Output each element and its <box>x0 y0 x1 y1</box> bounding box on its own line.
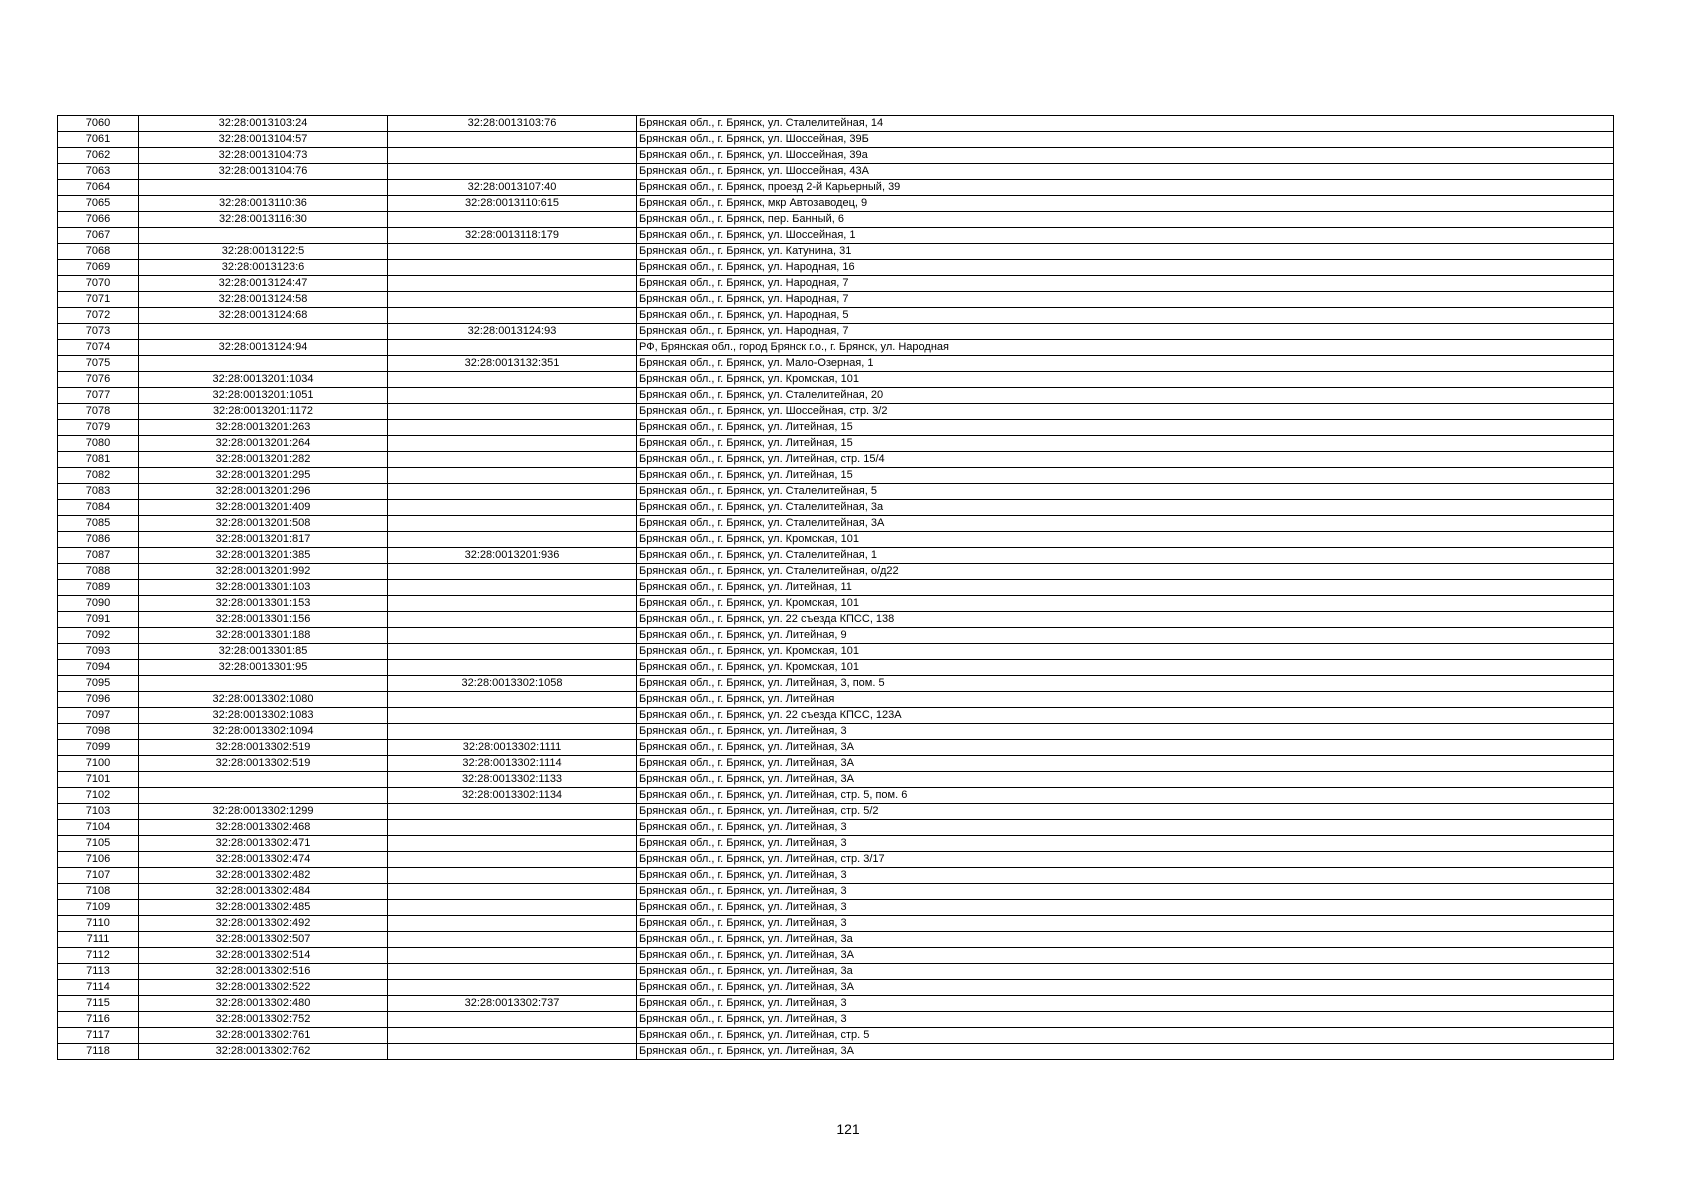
table-row <box>58 692 1614 708</box>
table-row <box>58 340 1614 356</box>
related-cadastral-number-cell <box>388 500 637 516</box>
row-number-cell: 7093 <box>58 644 139 660</box>
cadastral-number-cell: 32:28:0013201:263 <box>139 420 388 436</box>
table-row <box>58 676 1614 692</box>
table-row <box>58 836 1614 852</box>
related-cadastral-number-cell: 32:28:0013302:1114 <box>388 756 637 772</box>
table-row <box>58 868 1614 884</box>
table-row <box>58 436 1614 452</box>
cadastral-number-cell: 32:28:0013201:409 <box>139 500 388 516</box>
cadastral-number-cell: 32:28:0013301:85 <box>139 644 388 660</box>
address-cell: Брянская обл., г. Брянск, ул. Литейная, 3 <box>637 868 1614 884</box>
address-cell: Брянская обл., г. Брянск, ул. Кромская, 101 <box>637 644 1614 660</box>
row-number-cell: 7060 <box>58 116 139 132</box>
table-row <box>58 388 1614 404</box>
address-cell: Брянская обл., г. Брянск, ул. Сталелитейная, 1 <box>637 548 1614 564</box>
cadastral-number-cell: 32:28:0013123:6 <box>139 260 388 276</box>
table-row <box>58 996 1614 1012</box>
cadastral-number-cell: 32:28:0013302:1299 <box>139 804 388 820</box>
address-cell: Брянская обл., г. Брянск, ул. Народная, 7 <box>637 324 1614 340</box>
related-cadastral-number-cell <box>388 1044 637 1060</box>
table-row <box>58 820 1614 836</box>
related-cadastral-number-cell: 32:28:0013118:179 <box>388 228 637 244</box>
records-table-container <box>57 115 1613 1060</box>
table-row <box>58 212 1614 228</box>
row-number-cell: 7096 <box>58 692 139 708</box>
address-cell: Брянская обл., г. Брянск, ул. Литейная, 15 <box>637 468 1614 484</box>
address-cell: Брянская обл., г. Брянск, ул. Катунина, 31 <box>637 244 1614 260</box>
cadastral-number-cell: 32:28:0013201:1051 <box>139 388 388 404</box>
table-row <box>58 116 1614 132</box>
table-row <box>58 164 1614 180</box>
address-cell: Брянская обл., г. Брянск, мкр Автозаводец, 9 <box>637 196 1614 212</box>
related-cadastral-number-cell <box>388 932 637 948</box>
table-row <box>58 852 1614 868</box>
address-cell: Брянская обл., г. Брянск, ул. Литейная, 3а <box>637 964 1614 980</box>
address-cell: Брянская обл., г. Брянск, ул. Литейная, 9 <box>637 628 1614 644</box>
related-cadastral-number-cell: 32:28:0013302:1111 <box>388 740 637 756</box>
cadastral-number-cell: 32:28:0013124:58 <box>139 292 388 308</box>
related-cadastral-number-cell: 32:28:0013132:351 <box>388 356 637 372</box>
related-cadastral-number-cell <box>388 900 637 916</box>
row-number-cell: 7092 <box>58 628 139 644</box>
address-cell: Брянская обл., г. Брянск, ул. Литейная, стр. 3/17 <box>637 852 1614 868</box>
related-cadastral-number-cell <box>388 1012 637 1028</box>
related-cadastral-number-cell: 32:28:0013107:40 <box>388 180 637 196</box>
related-cadastral-number-cell <box>388 292 637 308</box>
row-number-cell: 7065 <box>58 196 139 212</box>
related-cadastral-number-cell <box>388 260 637 276</box>
related-cadastral-number-cell <box>388 916 637 932</box>
cadastral-number-cell: 32:28:0013124:94 <box>139 340 388 356</box>
address-cell: Брянская обл., г. Брянск, ул. Литейная, стр. 5 <box>637 1028 1614 1044</box>
cadastral-number-cell: 32:28:0013302:492 <box>139 916 388 932</box>
row-number-cell: 7079 <box>58 420 139 436</box>
address-cell: Брянская обл., г. Брянск, ул. Литейная, 3 <box>637 900 1614 916</box>
row-number-cell: 7116 <box>58 1012 139 1028</box>
related-cadastral-number-cell: 32:28:0013124:93 <box>388 324 637 340</box>
table-row <box>58 404 1614 420</box>
cadastral-number-cell <box>139 228 388 244</box>
row-number-cell: 7115 <box>58 996 139 1012</box>
row-number-cell: 7067 <box>58 228 139 244</box>
address-cell: Брянская обл., г. Брянск, ул. Литейная, 3А <box>637 1044 1614 1060</box>
address-cell: Брянская обл., г. Брянск, ул. Литейная, 3А <box>637 740 1614 756</box>
table-row <box>58 532 1614 548</box>
address-cell: Брянская обл., г. Брянск, ул. 22 съезда КПСС, 123А <box>637 708 1614 724</box>
cadastral-number-cell: 32:28:0013302:519 <box>139 740 388 756</box>
address-cell: Брянская обл., г. Брянск, ул. Шоссейная, 39а <box>637 148 1614 164</box>
row-number-cell: 7100 <box>58 756 139 772</box>
table-row <box>58 708 1614 724</box>
table-row <box>58 1012 1614 1028</box>
row-number-cell: 7078 <box>58 404 139 420</box>
cadastral-number-cell: 32:28:0013104:76 <box>139 164 388 180</box>
table-row <box>58 484 1614 500</box>
address-cell: Брянская обл., г. Брянск, ул. Литейная, 3А <box>637 980 1614 996</box>
cadastral-number-cell: 32:28:0013302:762 <box>139 1044 388 1060</box>
row-number-cell: 7069 <box>58 260 139 276</box>
row-number-cell: 7070 <box>58 276 139 292</box>
address-cell: Брянская обл., г. Брянск, ул. Литейная, 3 <box>637 836 1614 852</box>
cadastral-number-cell <box>139 324 388 340</box>
table-row <box>58 900 1614 916</box>
address-cell: Брянская обл., г. Брянск, ул. Сталелитейная, о/д22 <box>637 564 1614 580</box>
row-number-cell: 7086 <box>58 532 139 548</box>
address-cell: Брянская обл., г. Брянск, проезд 2-й Карьерный, 39 <box>637 180 1614 196</box>
table-row <box>58 356 1614 372</box>
address-cell: Брянская обл., г. Брянск, пер. Банный, 6 <box>637 212 1614 228</box>
row-number-cell: 7075 <box>58 356 139 372</box>
cadastral-number-cell <box>139 180 388 196</box>
address-cell: РФ, Брянская обл., город Брянск г.о., г. Брянск, ул. Народная <box>637 340 1614 356</box>
address-cell: Брянская обл., г. Брянск, ул. Шоссейная, 39Б <box>637 132 1614 148</box>
address-cell: Брянская обл., г. Брянск, ул. Литейная, 3, пом. 5 <box>637 676 1614 692</box>
row-number-cell: 7108 <box>58 884 139 900</box>
related-cadastral-number-cell <box>388 468 637 484</box>
row-number-cell: 7062 <box>58 148 139 164</box>
related-cadastral-number-cell <box>388 340 637 356</box>
related-cadastral-number-cell <box>388 420 637 436</box>
related-cadastral-number-cell <box>388 212 637 228</box>
row-number-cell: 7104 <box>58 820 139 836</box>
related-cadastral-number-cell <box>388 164 637 180</box>
table-row <box>58 612 1614 628</box>
address-cell: Брянская обл., г. Брянск, ул. Кромская, 101 <box>637 596 1614 612</box>
cadastral-number-cell <box>139 788 388 804</box>
row-number-cell: 7072 <box>58 308 139 324</box>
row-number-cell: 7102 <box>58 788 139 804</box>
table-row <box>58 1044 1614 1060</box>
table-row <box>58 884 1614 900</box>
row-number-cell: 7090 <box>58 596 139 612</box>
table-row <box>58 244 1614 260</box>
records-table-body <box>58 116 1614 1060</box>
address-cell: Брянская обл., г. Брянск, ул. Литейная, 15 <box>637 420 1614 436</box>
cadastral-number-cell: 32:28:0013302:507 <box>139 932 388 948</box>
row-number-cell: 7088 <box>58 564 139 580</box>
cadastral-number-cell: 32:28:0013201:295 <box>139 468 388 484</box>
address-cell: Брянская обл., г. Брянск, ул. Кромская, 101 <box>637 372 1614 388</box>
related-cadastral-number-cell <box>388 692 637 708</box>
row-number-cell: 7099 <box>58 740 139 756</box>
row-number-cell: 7106 <box>58 852 139 868</box>
table-row <box>58 644 1614 660</box>
row-number-cell: 7089 <box>58 580 139 596</box>
row-number-cell: 7084 <box>58 500 139 516</box>
related-cadastral-number-cell <box>388 244 637 260</box>
related-cadastral-number-cell: 32:28:0013103:76 <box>388 116 637 132</box>
row-number-cell: 7105 <box>58 836 139 852</box>
cadastral-number-cell: 32:28:0013201:282 <box>139 452 388 468</box>
cadastral-number-cell: 32:28:0013104:57 <box>139 132 388 148</box>
address-cell: Брянская обл., г. Брянск, ул. Сталелитейная, 3а <box>637 500 1614 516</box>
cadastral-number-cell: 32:28:0013302:516 <box>139 964 388 980</box>
table-row <box>58 148 1614 164</box>
address-cell: Брянская обл., г. Брянск, ул. Мало-Озерная, 1 <box>637 356 1614 372</box>
row-number-cell: 7063 <box>58 164 139 180</box>
address-cell: Брянская обл., г. Брянск, ул. Литейная <box>637 692 1614 708</box>
address-cell: Брянская обл., г. Брянск, ул. Народная, 16 <box>637 260 1614 276</box>
row-number-cell: 7103 <box>58 804 139 820</box>
cadastral-number-cell: 32:28:0013302:1094 <box>139 724 388 740</box>
row-number-cell: 7101 <box>58 772 139 788</box>
row-number-cell: 7083 <box>58 484 139 500</box>
row-number-cell: 7068 <box>58 244 139 260</box>
related-cadastral-number-cell <box>388 820 637 836</box>
cadastral-number-cell <box>139 772 388 788</box>
related-cadastral-number-cell <box>388 436 637 452</box>
related-cadastral-number-cell <box>388 564 637 580</box>
related-cadastral-number-cell <box>388 308 637 324</box>
table-row <box>58 180 1614 196</box>
address-cell: Брянская обл., г. Брянск, ул. Сталелитейная, 3А <box>637 516 1614 532</box>
related-cadastral-number-cell <box>388 388 637 404</box>
cadastral-number-cell: 32:28:0013104:73 <box>139 148 388 164</box>
row-number-cell: 7081 <box>58 452 139 468</box>
records-table <box>57 115 1614 1060</box>
address-cell: Брянская обл., г. Брянск, ул. 22 съезда КПСС, 138 <box>637 612 1614 628</box>
related-cadastral-number-cell <box>388 804 637 820</box>
cadastral-number-cell: 32:28:0013301:95 <box>139 660 388 676</box>
address-cell: Брянская обл., г. Брянск, ул. Шоссейная, стр. 3/2 <box>637 404 1614 420</box>
table-row <box>58 196 1614 212</box>
address-cell: Брянская обл., г. Брянск, ул. Кромская, 101 <box>637 532 1614 548</box>
cadastral-number-cell: 32:28:0013302:761 <box>139 1028 388 1044</box>
table-row <box>58 308 1614 324</box>
cadastral-number-cell <box>139 676 388 692</box>
related-cadastral-number-cell <box>388 836 637 852</box>
related-cadastral-number-cell <box>388 532 637 548</box>
row-number-cell: 7114 <box>58 980 139 996</box>
cadastral-number-cell: 32:28:0013301:103 <box>139 580 388 596</box>
table-row <box>58 756 1614 772</box>
cadastral-number-cell: 32:28:0013302:514 <box>139 948 388 964</box>
table-row <box>58 276 1614 292</box>
related-cadastral-number-cell <box>388 596 637 612</box>
address-cell: Брянская обл., г. Брянск, ул. Литейная, 3 <box>637 884 1614 900</box>
cadastral-number-cell: 32:28:0013201:264 <box>139 436 388 452</box>
related-cadastral-number-cell <box>388 948 637 964</box>
address-cell: Брянская обл., г. Брянск, ул. Сталелитейная, 5 <box>637 484 1614 500</box>
address-cell: Брянская обл., г. Брянск, ул. Литейная, стр. 5/2 <box>637 804 1614 820</box>
row-number-cell: 7110 <box>58 916 139 932</box>
table-row <box>58 916 1614 932</box>
address-cell: Брянская обл., г. Брянск, ул. Литейная, 3А <box>637 756 1614 772</box>
related-cadastral-number-cell <box>388 132 637 148</box>
address-cell: Брянская обл., г. Брянск, ул. Литейная, 3а <box>637 932 1614 948</box>
row-number-cell: 7113 <box>58 964 139 980</box>
address-cell: Брянская обл., г. Брянск, ул. Кромская, 101 <box>637 660 1614 676</box>
row-number-cell: 7087 <box>58 548 139 564</box>
cadastral-number-cell: 32:28:0013201:296 <box>139 484 388 500</box>
row-number-cell: 7066 <box>58 212 139 228</box>
row-number-cell: 7071 <box>58 292 139 308</box>
related-cadastral-number-cell <box>388 1028 637 1044</box>
address-cell: Брянская обл., г. Брянск, ул. Литейная, стр. 5, пом. 6 <box>637 788 1614 804</box>
cadastral-number-cell: 32:28:0013302:474 <box>139 852 388 868</box>
cadastral-number-cell: 32:28:0013201:992 <box>139 564 388 580</box>
page-number: 121 <box>836 1121 860 1137</box>
row-number-cell: 7118 <box>58 1044 139 1060</box>
cadastral-number-cell: 32:28:0013302:1083 <box>139 708 388 724</box>
table-row <box>58 420 1614 436</box>
related-cadastral-number-cell <box>388 404 637 420</box>
related-cadastral-number-cell <box>388 868 637 884</box>
table-row <box>58 452 1614 468</box>
cadastral-number-cell: 32:28:0013103:24 <box>139 116 388 132</box>
table-row <box>58 372 1614 388</box>
table-row <box>58 580 1614 596</box>
cadastral-number-cell: 32:28:0013301:156 <box>139 612 388 628</box>
row-number-cell: 7091 <box>58 612 139 628</box>
row-number-cell: 7094 <box>58 660 139 676</box>
related-cadastral-number-cell: 32:28:0013201:936 <box>388 548 637 564</box>
related-cadastral-number-cell <box>388 276 637 292</box>
related-cadastral-number-cell <box>388 484 637 500</box>
row-number-cell: 7061 <box>58 132 139 148</box>
related-cadastral-number-cell <box>388 964 637 980</box>
related-cadastral-number-cell <box>388 628 637 644</box>
row-number-cell: 7107 <box>58 868 139 884</box>
related-cadastral-number-cell <box>388 644 637 660</box>
row-number-cell: 7095 <box>58 676 139 692</box>
table-row <box>58 564 1614 580</box>
cadastral-number-cell: 32:28:0013116:30 <box>139 212 388 228</box>
table-row <box>58 628 1614 644</box>
table-row <box>58 596 1614 612</box>
address-cell: Брянская обл., г. Брянск, ул. Литейная, 3А <box>637 948 1614 964</box>
cadastral-number-cell: 32:28:0013124:68 <box>139 308 388 324</box>
address-cell: Брянская обл., г. Брянск, ул. Народная, 7 <box>637 292 1614 308</box>
row-number-cell: 7076 <box>58 372 139 388</box>
address-cell: Брянская обл., г. Брянск, ул. Сталелитейная, 14 <box>637 116 1614 132</box>
cadastral-number-cell: 32:28:0013302:484 <box>139 884 388 900</box>
row-number-cell: 7080 <box>58 436 139 452</box>
related-cadastral-number-cell <box>388 852 637 868</box>
related-cadastral-number-cell <box>388 884 637 900</box>
table-row <box>58 500 1614 516</box>
table-row <box>58 228 1614 244</box>
address-cell: Брянская обл., г. Брянск, ул. Литейная, 3 <box>637 820 1614 836</box>
cadastral-number-cell: 32:28:0013302:485 <box>139 900 388 916</box>
cadastral-number-cell: 32:28:0013302:480 <box>139 996 388 1012</box>
cadastral-number-cell: 32:28:0013302:522 <box>139 980 388 996</box>
table-row <box>58 260 1614 276</box>
related-cadastral-number-cell: 32:28:0013110:615 <box>388 196 637 212</box>
row-number-cell: 7097 <box>58 708 139 724</box>
table-row <box>58 772 1614 788</box>
table-row <box>58 468 1614 484</box>
cadastral-number-cell: 32:28:0013302:752 <box>139 1012 388 1028</box>
related-cadastral-number-cell: 32:28:0013302:1133 <box>388 772 637 788</box>
address-cell: Брянская обл., г. Брянск, ул. Шоссейная, 43А <box>637 164 1614 180</box>
address-cell: Брянская обл., г. Брянск, ул. Литейная, 11 <box>637 580 1614 596</box>
cadastral-number-cell: 32:28:0013301:153 <box>139 596 388 612</box>
related-cadastral-number-cell: 32:28:0013302:1058 <box>388 676 637 692</box>
row-number-cell: 7111 <box>58 932 139 948</box>
cadastral-number-cell: 32:28:0013201:508 <box>139 516 388 532</box>
row-number-cell: 7064 <box>58 180 139 196</box>
cadastral-number-cell: 32:28:0013201:385 <box>139 548 388 564</box>
table-row <box>58 548 1614 564</box>
address-cell: Брянская обл., г. Брянск, ул. Литейная, 3 <box>637 996 1614 1012</box>
related-cadastral-number-cell <box>388 612 637 628</box>
address-cell: Брянская обл., г. Брянск, ул. Литейная, 3А <box>637 772 1614 788</box>
address-cell: Брянская обл., г. Брянск, ул. Литейная, стр. 15/4 <box>637 452 1614 468</box>
related-cadastral-number-cell <box>388 516 637 532</box>
related-cadastral-number-cell <box>388 980 637 996</box>
cadastral-number-cell: 32:28:0013110:36 <box>139 196 388 212</box>
row-number-cell: 7073 <box>58 324 139 340</box>
cadastral-number-cell <box>139 356 388 372</box>
cadastral-number-cell: 32:28:0013302:468 <box>139 820 388 836</box>
row-number-cell: 7112 <box>58 948 139 964</box>
table-row <box>58 788 1614 804</box>
table-row <box>58 1028 1614 1044</box>
cadastral-number-cell: 32:28:0013201:1034 <box>139 372 388 388</box>
related-cadastral-number-cell <box>388 724 637 740</box>
related-cadastral-number-cell <box>388 708 637 724</box>
address-cell: Брянская обл., г. Брянск, ул. Сталелитейная, 20 <box>637 388 1614 404</box>
cadastral-number-cell: 32:28:0013302:1080 <box>139 692 388 708</box>
related-cadastral-number-cell <box>388 660 637 676</box>
related-cadastral-number-cell <box>388 372 637 388</box>
table-row <box>58 948 1614 964</box>
row-number-cell: 7082 <box>58 468 139 484</box>
related-cadastral-number-cell <box>388 452 637 468</box>
address-cell: Брянская обл., г. Брянск, ул. Литейная, 15 <box>637 436 1614 452</box>
row-number-cell: 7109 <box>58 900 139 916</box>
row-number-cell: 7074 <box>58 340 139 356</box>
address-cell: Брянская обл., г. Брянск, ул. Народная, 5 <box>637 308 1614 324</box>
table-row <box>58 724 1614 740</box>
address-cell: Брянская обл., г. Брянск, ул. Литейная, 3 <box>637 916 1614 932</box>
row-number-cell: 7077 <box>58 388 139 404</box>
address-cell: Брянская обл., г. Брянск, ул. Шоссейная, 1 <box>637 228 1614 244</box>
table-row <box>58 980 1614 996</box>
row-number-cell: 7117 <box>58 1028 139 1044</box>
table-row <box>58 132 1614 148</box>
table-row <box>58 660 1614 676</box>
cadastral-number-cell: 32:28:0013201:1172 <box>139 404 388 420</box>
cadastral-number-cell: 32:28:0013301:188 <box>139 628 388 644</box>
table-row <box>58 804 1614 820</box>
cadastral-number-cell: 32:28:0013122:5 <box>139 244 388 260</box>
table-row <box>58 740 1614 756</box>
cadastral-number-cell: 32:28:0013302:471 <box>139 836 388 852</box>
table-row <box>58 324 1614 340</box>
table-row <box>58 964 1614 980</box>
cadastral-number-cell: 32:28:0013302:519 <box>139 756 388 772</box>
related-cadastral-number-cell <box>388 580 637 596</box>
address-cell: Брянская обл., г. Брянск, ул. Литейная, 3 <box>637 1012 1614 1028</box>
row-number-cell: 7098 <box>58 724 139 740</box>
address-cell: Брянская обл., г. Брянск, ул. Народная, 7 <box>637 276 1614 292</box>
cadastral-number-cell: 32:28:0013124:47 <box>139 276 388 292</box>
row-number-cell: 7085 <box>58 516 139 532</box>
cadastral-number-cell: 32:28:0013302:482 <box>139 868 388 884</box>
related-cadastral-number-cell <box>388 148 637 164</box>
table-row <box>58 932 1614 948</box>
related-cadastral-number-cell: 32:28:0013302:1134 <box>388 788 637 804</box>
table-row <box>58 292 1614 308</box>
cadastral-number-cell: 32:28:0013201:817 <box>139 532 388 548</box>
address-cell: Брянская обл., г. Брянск, ул. Литейная, 3 <box>637 724 1614 740</box>
table-row <box>58 516 1614 532</box>
related-cadastral-number-cell: 32:28:0013302:737 <box>388 996 637 1012</box>
